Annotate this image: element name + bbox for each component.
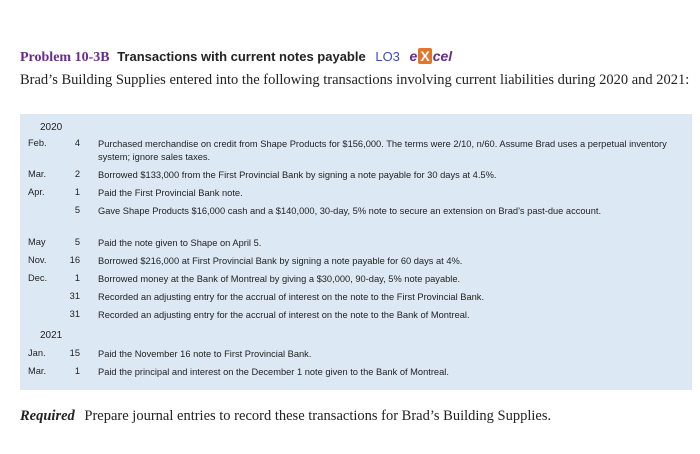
year-label: 2020	[40, 122, 63, 133]
transaction-description: Paid the November 16 note to First Provincial Bank.	[98, 349, 312, 359]
required-instruction	[20, 408, 551, 425]
excel-logo-e: e	[409, 48, 418, 64]
transaction-day: 2	[74, 169, 80, 179]
transaction-month: Jan.	[28, 348, 46, 358]
transaction-month: Dec.	[28, 273, 48, 283]
excel-logo-x: X	[420, 48, 430, 64]
excel-logo-rest: cel	[432, 48, 453, 64]
transaction-day: 5	[74, 237, 80, 247]
transaction-description: Borrowed $133,000 from the First Provincial Bank by signing a note payable for 30 days at 4.5%.	[98, 170, 497, 180]
problem-number: Problem 10-3B	[20, 50, 110, 65]
required-label: Required	[20, 408, 75, 424]
transaction-description: Recorded an adjusting entry for the accrual of interest on the note to the First Provincial Bank.	[98, 292, 485, 302]
intro-text: Brad’s Building Supplies entered into the following transactions involving current liabilities during 2020 and 2021:	[20, 72, 690, 88]
transaction-month: Mar.	[28, 366, 47, 376]
transaction-day: 1	[74, 366, 80, 376]
transaction-day: 16	[69, 255, 80, 265]
transactions-panel	[20, 114, 692, 390]
transaction-month: Feb.	[28, 138, 47, 148]
transaction-day: 1	[74, 187, 80, 197]
transaction-description: Borrowed $216,000 at First Provincial Bank by signing a note payable for 60 days at 4%.	[98, 256, 463, 266]
transaction-month: Mar.	[28, 169, 47, 179]
transaction-description: Gave Shape Products $16,000 cash and a $140,000, 30-day, 5% note to secure an extension on Brad’s past-due account.	[98, 206, 602, 216]
transaction-day: 5	[74, 205, 80, 215]
learning-objective-link[interactable]: LO3	[375, 49, 400, 64]
transaction-day: 1	[74, 273, 80, 283]
transaction-day: 15	[69, 348, 80, 358]
problem-title: Transactions with current notes payable	[117, 49, 366, 64]
transaction-month: May	[28, 237, 46, 247]
transaction-day: 4	[74, 138, 80, 148]
transaction-description: Paid the principal and interest on the December 1 note given to the Bank of Montreal.	[98, 367, 449, 377]
year-label: 2021	[40, 330, 63, 341]
transaction-day: 31	[69, 309, 80, 319]
transaction-description: Paid the note given to Shape on April 5.	[98, 238, 262, 248]
problem-header	[20, 48, 452, 66]
required-text: Prepare journal entries to record these transactions for Brad’s Building Supplies.	[84, 408, 552, 424]
transaction-description: Borrowed money at the Bank of Montreal by giving a $30,000, 90-day, 5% note payable.	[98, 274, 461, 284]
excel-logo-icon	[410, 48, 453, 64]
transaction-description: Paid the First Provincial Bank note.	[98, 188, 243, 198]
transaction-description: Recorded an adjusting entry for the accrual of interest on the note to the Bank of Montreal.	[98, 310, 470, 320]
transaction-description: Purchased merchandise on credit from Shape Products for $156,000. The terms were 2/10, n/60. Assume Brad uses a perpetual inventory system; ignore sales taxes.	[98, 139, 667, 162]
transaction-day: 31	[69, 291, 80, 301]
transaction-month: Nov.	[28, 255, 47, 265]
transaction-month: Apr.	[28, 187, 45, 197]
